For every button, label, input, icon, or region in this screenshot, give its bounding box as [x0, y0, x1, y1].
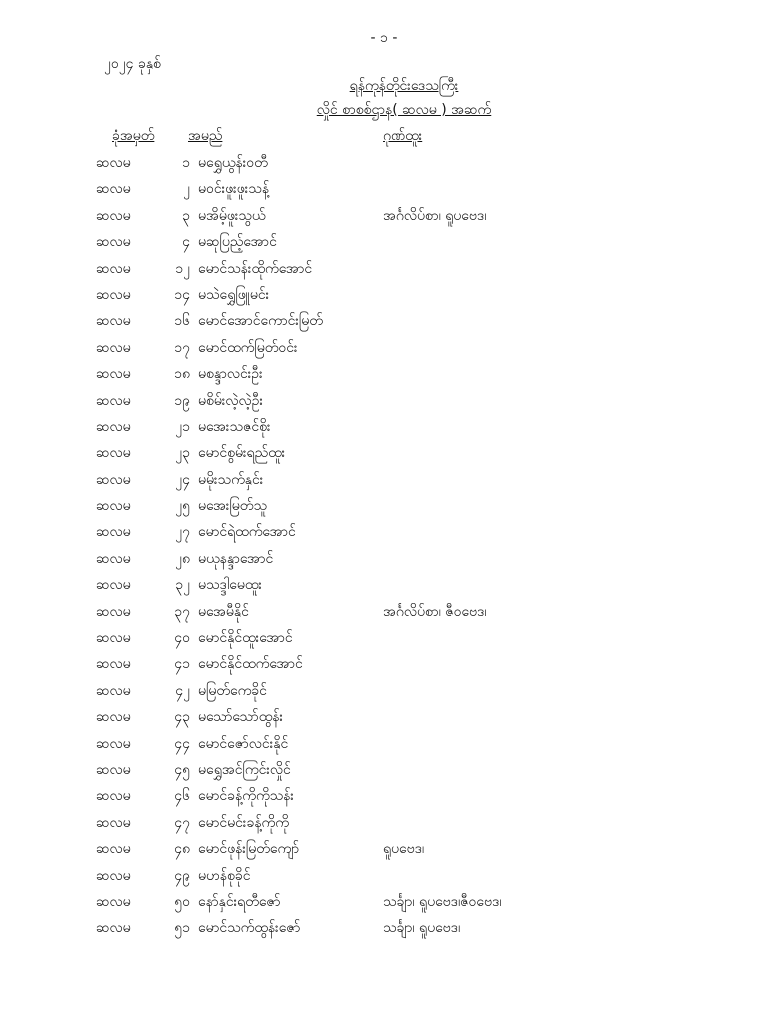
row-class-code: ဆလမ [96, 392, 131, 409]
row-student-name: မသော်သော်ထွန်း [198, 709, 284, 726]
row-class-code: ဆလမ [96, 788, 131, 805]
table-row [0, 467, 768, 493]
row-student-name: မောင်နိုင်ထက်အောင် [198, 656, 303, 673]
row-student-name: မရွှေယွန်းဝတီ [198, 155, 268, 171]
row-roll-number: ၂၈ [175, 550, 190, 567]
row-class-code: ဆလမ [96, 550, 131, 567]
year-label: ၂၀၂၄ ခုနှစ် [104, 56, 161, 72]
row-student-name: မောင်ထက်မြတ်ဝင်း [198, 339, 298, 356]
document-subtitle: လှိုင် စာစစ်ဌာန( ဆလမ ) အဆက် [316, 102, 492, 118]
row-class-code: ဆလမ [96, 735, 131, 752]
row-roll-number: ၄၃ [174, 709, 190, 726]
table-row [0, 599, 768, 625]
row-student-name: မရွှေအင်ကြင်းလှိုင် [198, 761, 291, 778]
row-student-name: မဟန်စုခိုင် [198, 867, 251, 884]
table-row [0, 519, 768, 545]
row-roll-number: ၁၂ [175, 260, 190, 277]
row-distinction: သင်္ချာ၊ ရူပဗေဒ၊ဇီဝဗေဒ၊ [383, 893, 502, 910]
row-roll-number: ၃၂ [175, 577, 190, 594]
row-student-name: မသဒ္ဒါမေထူး [198, 577, 262, 594]
table-row [0, 572, 768, 598]
page-number: - ၁ - [370, 30, 398, 46]
row-roll-number: ၂၇ [175, 524, 190, 541]
table-row [0, 440, 768, 466]
row-class-code: ဆလမ [96, 630, 131, 647]
row-class-code: ဆလမ [96, 207, 131, 224]
row-class-code: ဆလမ [96, 682, 131, 699]
row-student-name: မောင်စွမ်းရည်ထူး [198, 445, 286, 462]
row-roll-number: ၄၉ [174, 867, 190, 884]
header-roll-number: ခုံအမှတ် [112, 128, 155, 144]
table-row [0, 203, 768, 229]
table-row [0, 493, 768, 519]
row-class-code: ဆလမ [96, 498, 131, 515]
row-distinction: အင်္ဂလိပ်စာ၊ ဇီဝဗေဒ၊ [383, 603, 487, 620]
row-class-code: ဆလမ [96, 445, 131, 462]
row-roll-number: ၂၄ [175, 471, 190, 488]
row-roll-number: ၁၇ [174, 339, 190, 356]
row-student-name: မောင်ဖုန်းမြတ်ကျော် [198, 841, 300, 858]
row-student-name: မစန္ဒာလင်းဦး [198, 366, 263, 383]
table-row [0, 863, 768, 889]
row-class-code: ဆလမ [96, 841, 131, 858]
row-student-name: မောင်ရဲထက်အောင် [198, 524, 296, 541]
table-row [0, 915, 768, 941]
row-class-code: ဆလမ [96, 418, 131, 435]
row-student-name: မအေမီနိုင် [198, 603, 249, 620]
row-student-name: မစိမ်းလဲ့လဲ့ဦး [198, 392, 263, 409]
row-class-code: ဆလမ [96, 814, 131, 831]
row-class-code: ဆလမ [96, 471, 131, 488]
row-distinction: အင်္ဂလိပ်စာ၊ ရူပဗေဒ၊ [383, 207, 487, 224]
row-roll-number: ၂ [183, 181, 190, 198]
row-student-name: မဆုပြည့်အောင် [198, 234, 277, 251]
row-student-name: နော်နှင်းရတီဇော် [198, 893, 281, 910]
table-row [0, 757, 768, 783]
row-class-code: ဆလမ [96, 709, 131, 726]
row-class-code: ဆလမ [96, 603, 131, 620]
row-class-code: ဆလမ [96, 577, 131, 594]
results-list [0, 150, 768, 942]
table-row [0, 836, 768, 862]
table-row [0, 810, 768, 836]
row-student-name: မမြတ်ကေခိုင် [198, 682, 267, 699]
row-class-code: ဆလမ [96, 893, 131, 910]
row-class-code: ဆလမ [96, 761, 131, 778]
row-roll-number: ၂၃ [175, 445, 190, 462]
row-class-code: ဆလမ [96, 867, 131, 884]
row-class-code: ဆလမ [96, 920, 131, 937]
table-row [0, 176, 768, 202]
row-roll-number: ၂၁ [175, 418, 190, 435]
row-roll-number: ၃ [182, 207, 190, 224]
row-class-code: ဆလမ [96, 234, 131, 251]
row-class-code: ဆလမ [96, 339, 131, 356]
row-roll-number: ၄၁ [174, 656, 190, 673]
row-roll-number: ၄၅ [174, 761, 190, 778]
row-roll-number: ၄၀ [174, 630, 190, 647]
table-row [0, 704, 768, 730]
table-row [0, 414, 768, 440]
table-row [0, 335, 768, 361]
row-distinction: ရူပဗေဒ၊ [383, 841, 425, 858]
row-student-name: မောင်မင်းခန့်ကိုကို [198, 814, 289, 831]
row-roll-number: ၄၇ [174, 814, 190, 831]
table-row [0, 229, 768, 255]
row-roll-number: ၂၅ [175, 498, 190, 515]
row-roll-number: ၁၉ [174, 392, 190, 409]
table-header [0, 126, 768, 146]
row-roll-number: ၁၈ [174, 366, 190, 383]
table-row [0, 256, 768, 282]
table-row [0, 625, 768, 651]
row-class-code: ဆလမ [96, 524, 131, 541]
table-row [0, 889, 768, 915]
row-roll-number: ၅၀ [174, 893, 190, 910]
row-roll-number: ၄၄ [174, 735, 190, 752]
row-class-code: ဆလမ [96, 260, 131, 277]
row-class-code: ဆလမ [96, 155, 131, 171]
row-class-code: ဆလမ [96, 313, 131, 330]
table-row [0, 651, 768, 677]
table-row [0, 388, 768, 414]
table-row [0, 783, 768, 809]
row-class-code: ဆလမ [96, 656, 131, 673]
row-student-name: မသဲရွှေဖြူမင်း [198, 286, 270, 303]
row-class-code: ဆလမ [96, 286, 131, 303]
row-student-name: မောင်ဇော်လင်းနိုင် [198, 735, 289, 752]
header-distinction: ဂုဏ်ထူး [383, 128, 423, 144]
row-student-name: မအိမ့်ဖူးသွယ် [198, 207, 266, 224]
row-roll-number: ၁၆ [174, 313, 190, 330]
row-class-code: ဆလမ [96, 181, 131, 198]
row-student-name: မောင်အောင်ကောင်းမြတ် [198, 313, 323, 330]
row-distinction: သင်္ချာ၊ ရူပဗေဒ၊ [383, 920, 461, 937]
row-student-name: မမိုးသက်နှင်း [198, 471, 264, 488]
row-roll-number: ၄၆ [174, 788, 190, 805]
row-roll-number: ၁၄ [174, 286, 190, 303]
table-row [0, 361, 768, 387]
row-class-code: ဆလမ [96, 366, 131, 383]
table-row [0, 546, 768, 572]
table-row [0, 678, 768, 704]
row-student-name: မယုနန္ဒာအောင် [198, 550, 274, 567]
row-roll-number: ၄ [182, 234, 190, 251]
row-student-name: မောင်နိုင်ထူးအောင် [198, 630, 293, 647]
document-title: ရန်ကုန်တိုင်းဒေသကြီး [349, 78, 459, 94]
row-student-name: မဝင်းဖူးဖူးသန့် [198, 181, 270, 198]
row-roll-number: ၄၂ [175, 682, 190, 699]
row-roll-number: ၅၁ [174, 920, 190, 937]
row-roll-number: ၃၇ [174, 603, 190, 620]
row-student-name: မအေးမြတ်သူ [198, 498, 267, 515]
row-roll-number: ၁ [182, 155, 190, 171]
row-student-name: မောင်သန်းထိုက်အောင် [198, 260, 313, 277]
row-roll-number: ၄၈ [174, 841, 190, 858]
row-student-name: မောင်သက်ထွန်းဇော် [198, 920, 301, 937]
header-name: အမည် [188, 128, 223, 144]
row-student-name: မောင်ခန့်ကိုကိုသန်း [198, 788, 294, 805]
table-row [0, 150, 768, 176]
table-row [0, 731, 768, 757]
table-row [0, 308, 768, 334]
row-student-name: မအေးသဇင်စိုး [198, 418, 271, 435]
table-row [0, 282, 768, 308]
